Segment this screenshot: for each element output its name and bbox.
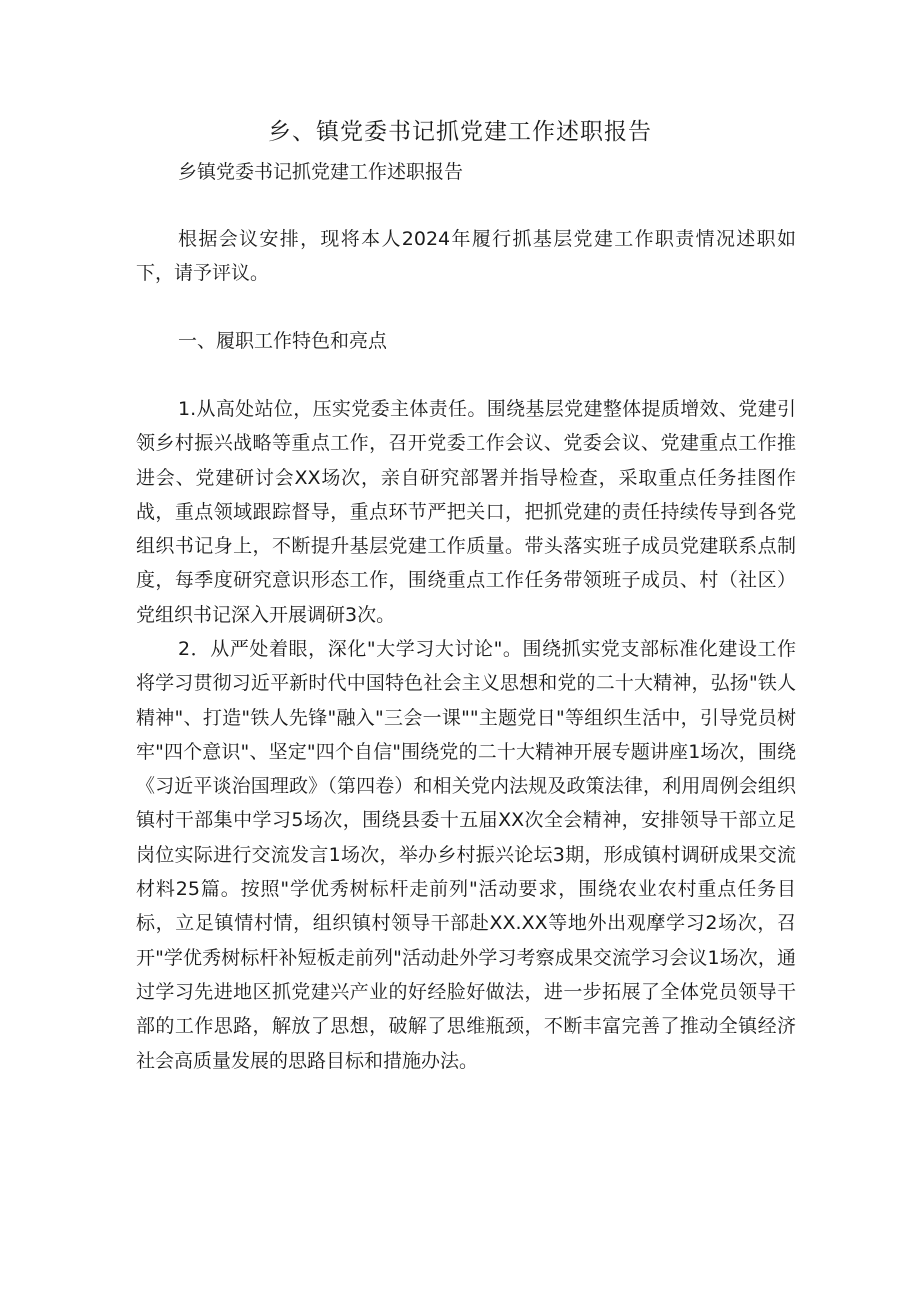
section-heading: 一、履职工作特色和亮点 — [178, 330, 388, 352]
item-one-paragraph: 1.从高处站位，压实党委主体责任。围绕基层党建整体提质增效、党建引领乡村振兴战略等重点工作，召开党委工作会议、党委会议、党建重点工作推进会、党建研讨会XX场次，亲自研究部署并指导检查，采取重点任务挂图作战，重点领域跟踪督导，重点环节严把关口，把抓党建的责任持续传导到各党组织书记身上，不断提升基层党建工作质量。带头落实班子成员党建联系点制度，每季度研究意识形态工作，围绕重点工作任务带领班子成员、村（社区）党组织书记深入开展调研3次。 — [136, 398, 796, 626]
intro-paragraph: 根据会议安排，现将本人2024年履行抓基层党建工作职责情况述职如下，请予评议。 — [136, 228, 796, 285]
document-subtitle: 乡镇党委书记抓党建工作述职报告 — [178, 161, 464, 183]
item-two-paragraph: 2．从严处着眼，深化"大学习大讨论"。围绕抓实党支部标准化建设工作将学习贯彻习近平新时代中国特色社会主义思想和党的二十大精神，弘扬"铁人精神"、打造"铁人先锋"融入"三会一课""主题党日"等组织生活中，引导党员树牢"四个意识"、坚定"四个自信"围绕党的二十大精神开展专题讲座1场次，围绕《习近平谈治国理政》（第四卷）和相关党内法规及政策法律，利用周例会组织镇村干部集中学习5场次，围绕县委十五届XX次全会精神，安排领导干部立足岗位实际进行交流发言1场次，举办乡村振兴论坛3期，形成镇村调研成果交流材料25篇。按照"学优秀树标杆走前列"活动要求，围绕农业农村重点任务目标，立足镇情村情，组织镇村领导干部赴XX.XX等地外出观摩学习2场次，召开"学优秀树标杆补短板走前列"活动赴外学习考察成果交流学习会议1场次，通过学习先进地区抓党建兴产业的好经脸好做法，进一步拓展了全体党员领导干部的工作思路，解放了思想，破解了思维瓶颈，不断丰富完善了推动全镇经济社会高质量发展的思路目标和措施办法。 — [136, 638, 796, 1072]
document-title: 乡、镇党委书记抓党建工作述职报告 — [268, 119, 652, 145]
